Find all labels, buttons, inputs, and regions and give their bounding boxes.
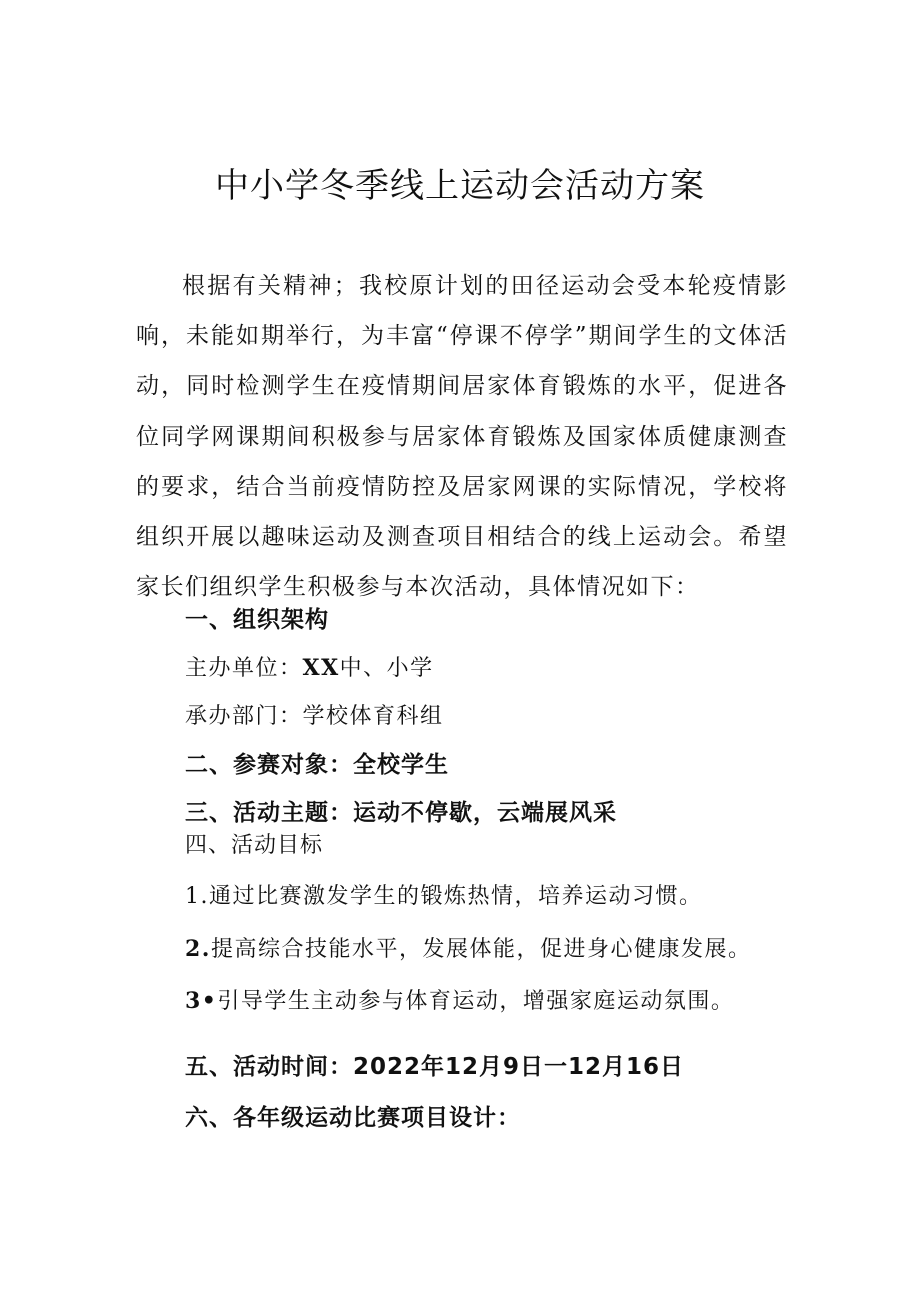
document-title: 中小学冬季线上运动会活动方案 <box>215 166 705 206</box>
goal-item-3 <box>185 984 734 1019</box>
section-goals-heading: 四、活动目标 <box>185 833 324 858</box>
goal-3-text: 引导学生主动参与体育运动，增强家庭运动氛围。 <box>217 989 735 1014</box>
host-unit-line <box>185 651 434 686</box>
host-label: 主办单位： <box>185 656 303 681</box>
section-org-heading: 一、组织架构 <box>185 607 329 633</box>
organizer-line: 承办部门：学校体育科组 <box>185 704 444 729</box>
goal-3-number: 3• <box>185 988 218 1014</box>
section-theme: 三、活动主题：运动不停歇，云端展风采 <box>185 800 617 826</box>
goal-item-2 <box>185 932 751 967</box>
section-participants: 二、参赛对象：全校学生 <box>185 752 449 778</box>
goal-item-1: 1.通过比赛激发学生的锻炼热情，培养运动习惯。 <box>185 884 703 909</box>
goal-2-text: 提高综合技能水平，发展体能，促进身心健康发展。 <box>210 937 752 962</box>
goal-2-number: 2. <box>185 936 211 962</box>
host-name-rest: 中、小学 <box>339 656 434 681</box>
section-time: 五、活动时间：2022年12月9日一12月16日 <box>185 1054 685 1080</box>
section-events: 六、各年级运动比赛项目设计： <box>185 1105 521 1131</box>
host-name-bold: XX <box>302 655 340 681</box>
intro-paragraph: 根据有关精神；我校原计划的田径运动会受本轮疫情影响，未能如期举行，为丰富“停课不停学”期间学生的文体活动，同时检测学生在疫情期间居家体育锻炼的水平，促进各位同学网课期间积极参与居家体育锻炼及国家体质健康测查的要求，结合当前疫情防控及居家网课的实际情况，学校将组织开展以趣味运动及测查项目相结合的线上运动会。希望家长们组织学生积极参与本次活动，具体情况如下： <box>136 273 788 601</box>
